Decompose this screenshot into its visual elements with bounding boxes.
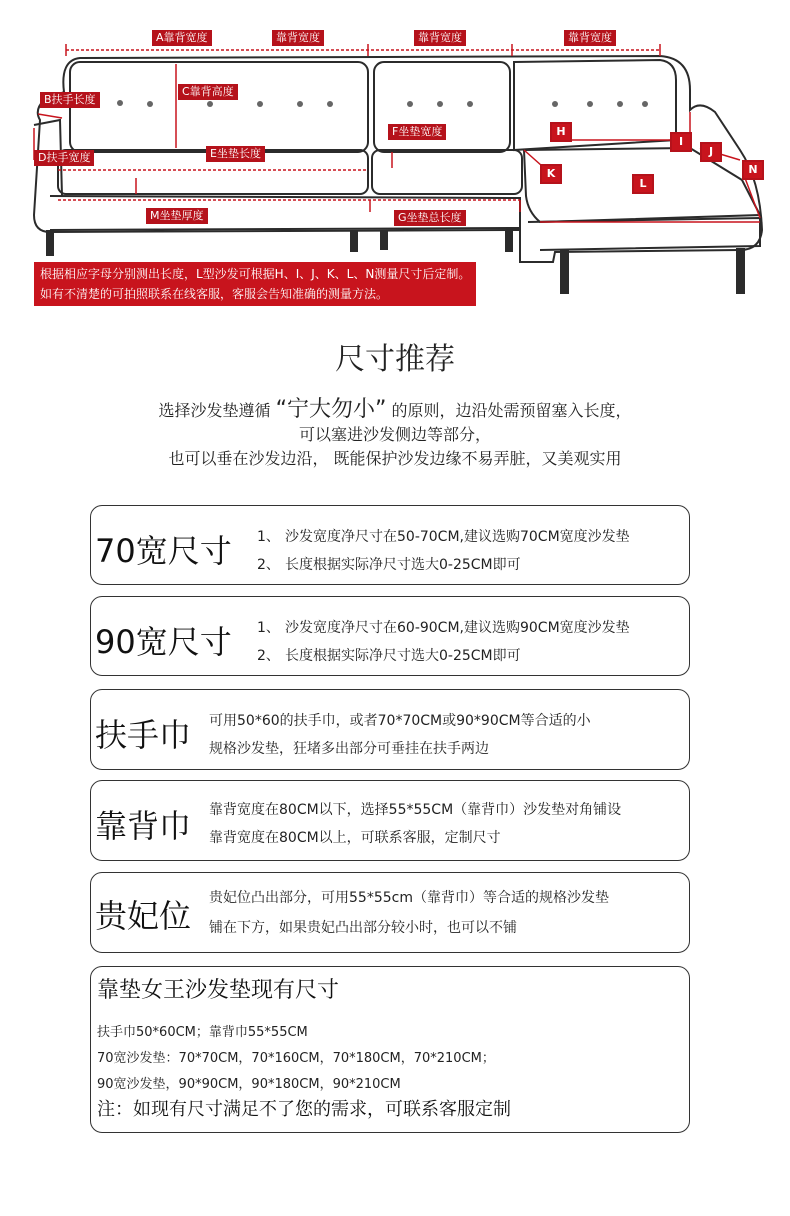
- label-d-armrest-width: D扶手宽度: [34, 150, 94, 166]
- sizes-line-3: 90宽沙发垫，90*90CM，90*180CM，90*210CM: [97, 1077, 401, 1092]
- card-90-num-2: 2、: [257, 648, 280, 664]
- card-armrest-line-1: 可用50*60的扶手巾，或者70*70CM或90*90CM等合适的小: [209, 713, 591, 729]
- sizes-title: 靠垫女王沙发垫现有尺寸: [97, 978, 340, 1003]
- card-70-num-1: 1、: [257, 529, 280, 545]
- intro-line-1-post: 的原则，边沿处需预留塞入长度，: [391, 401, 632, 420]
- intro-quote: “宁大勿小”: [275, 397, 387, 422]
- intro-line-3: 也可以垂在沙发边沿， 既能保护沙发边缘不易弄脏，又美观实用: [168, 449, 622, 468]
- card-90-text-2: 长度根据实际净尺寸选大0-25CM即可: [285, 648, 521, 664]
- card-chaise-line-2: 铺在下方，如果贵妃凸出部分较小时，也可以不铺: [209, 920, 517, 936]
- card-70-text-1: 沙发宽度净尺寸在50-70CM,建议选购70CM宽度沙发垫: [285, 529, 630, 545]
- label-f-seat-width: F坐垫宽度: [388, 124, 446, 140]
- intro-line-1-pre: 选择沙发垫遵循: [158, 401, 271, 420]
- label-back-width-2: 靠背宽度: [272, 30, 324, 46]
- card-90-num-1: 1、: [257, 620, 280, 636]
- card-armrest-line-2: 规格沙发垫，狂堵多出部分可垂挂在扶手两边: [209, 741, 489, 757]
- card-chaise-position: [90, 872, 690, 953]
- label-e-seat-length: E坐垫长度: [206, 146, 265, 162]
- label-m-cushion-thickness: M坐垫厚度: [146, 208, 208, 224]
- label-i: I: [670, 132, 692, 152]
- card-backrest-towel: [90, 780, 690, 861]
- label-k: K: [540, 164, 562, 184]
- label-a-back-width: A靠背宽度: [152, 30, 212, 46]
- label-h: H: [550, 122, 572, 142]
- sofa-measurement-diagram: [0, 0, 790, 320]
- card-70-title: 70宽尺寸: [95, 532, 232, 570]
- card-90-width: [90, 596, 690, 676]
- card-armrest-title: 扶手巾: [95, 716, 192, 754]
- intro-line-2: 可以塞进沙发侧边等部分，: [298, 425, 491, 444]
- card-backrest-line-2: 靠背宽度在80CM以上，可联系客服，定制尺寸: [209, 830, 501, 846]
- label-l: L: [632, 174, 654, 194]
- card-70-num-2: 2、: [257, 557, 280, 573]
- card-70-text-2: 长度根据实际净尺寸选大0-25CM即可: [285, 557, 521, 573]
- label-c-back-height: C靠背高度: [178, 84, 238, 100]
- sizes-line-2: 70宽沙发垫：70*70CM，70*160CM，70*180CM，70*210CM；: [97, 1051, 495, 1066]
- card-90-title: 90宽尺寸: [95, 623, 232, 661]
- label-g-total-seat-length: G坐垫总长度: [394, 210, 466, 226]
- label-b-armrest-length: B扶手长度: [40, 92, 100, 108]
- card-chaise-title: 贵妃位: [95, 897, 192, 935]
- measurement-note: [34, 262, 476, 306]
- label-n: N: [742, 160, 764, 180]
- card-90-text-1: 沙发宽度净尺寸在60-90CM,建议选购90CM宽度沙发垫: [285, 620, 630, 636]
- label-back-width-4: 靠背宽度: [564, 30, 616, 46]
- label-back-width-3: 靠背宽度: [414, 30, 466, 46]
- sizes-line-1: 扶手巾50*60CM；靠背巾55*55CM: [97, 1025, 308, 1040]
- card-existing-sizes: [90, 966, 690, 1133]
- card-90-line-2: [257, 645, 521, 665]
- card-70-line-1: [257, 526, 630, 546]
- measurement-note-line-1: 根据相应字母分别测出长度，L型沙发可根据H、I、J、K、L、N测量尺寸后定制。: [40, 267, 471, 281]
- card-70-line-2: [257, 554, 521, 574]
- card-backrest-title: 靠背巾: [95, 807, 192, 845]
- card-70-width: [90, 505, 690, 585]
- card-armrest-towel: [90, 689, 690, 770]
- card-chaise-line-1: 贵妃位凸出部分，可用55*55cm（靠背巾）等合适的规格沙发垫: [209, 890, 609, 906]
- intro-line-1: [0, 392, 790, 423]
- card-90-line-1: [257, 617, 630, 637]
- label-j: J: [700, 142, 722, 162]
- card-backrest-line-1: 靠背宽度在80CM以下，选择55*55CM（靠背巾）沙发垫对角铺设: [209, 802, 622, 818]
- section-title: 尺寸推荐: [335, 342, 455, 377]
- measurement-note-line-2: 如有不清楚的可拍照联系在线客服，客服会告知准确的测量方法。: [40, 287, 389, 301]
- sizes-note: 注：如现有尺寸满足不了您的需求，可联系客服定制: [97, 1099, 511, 1120]
